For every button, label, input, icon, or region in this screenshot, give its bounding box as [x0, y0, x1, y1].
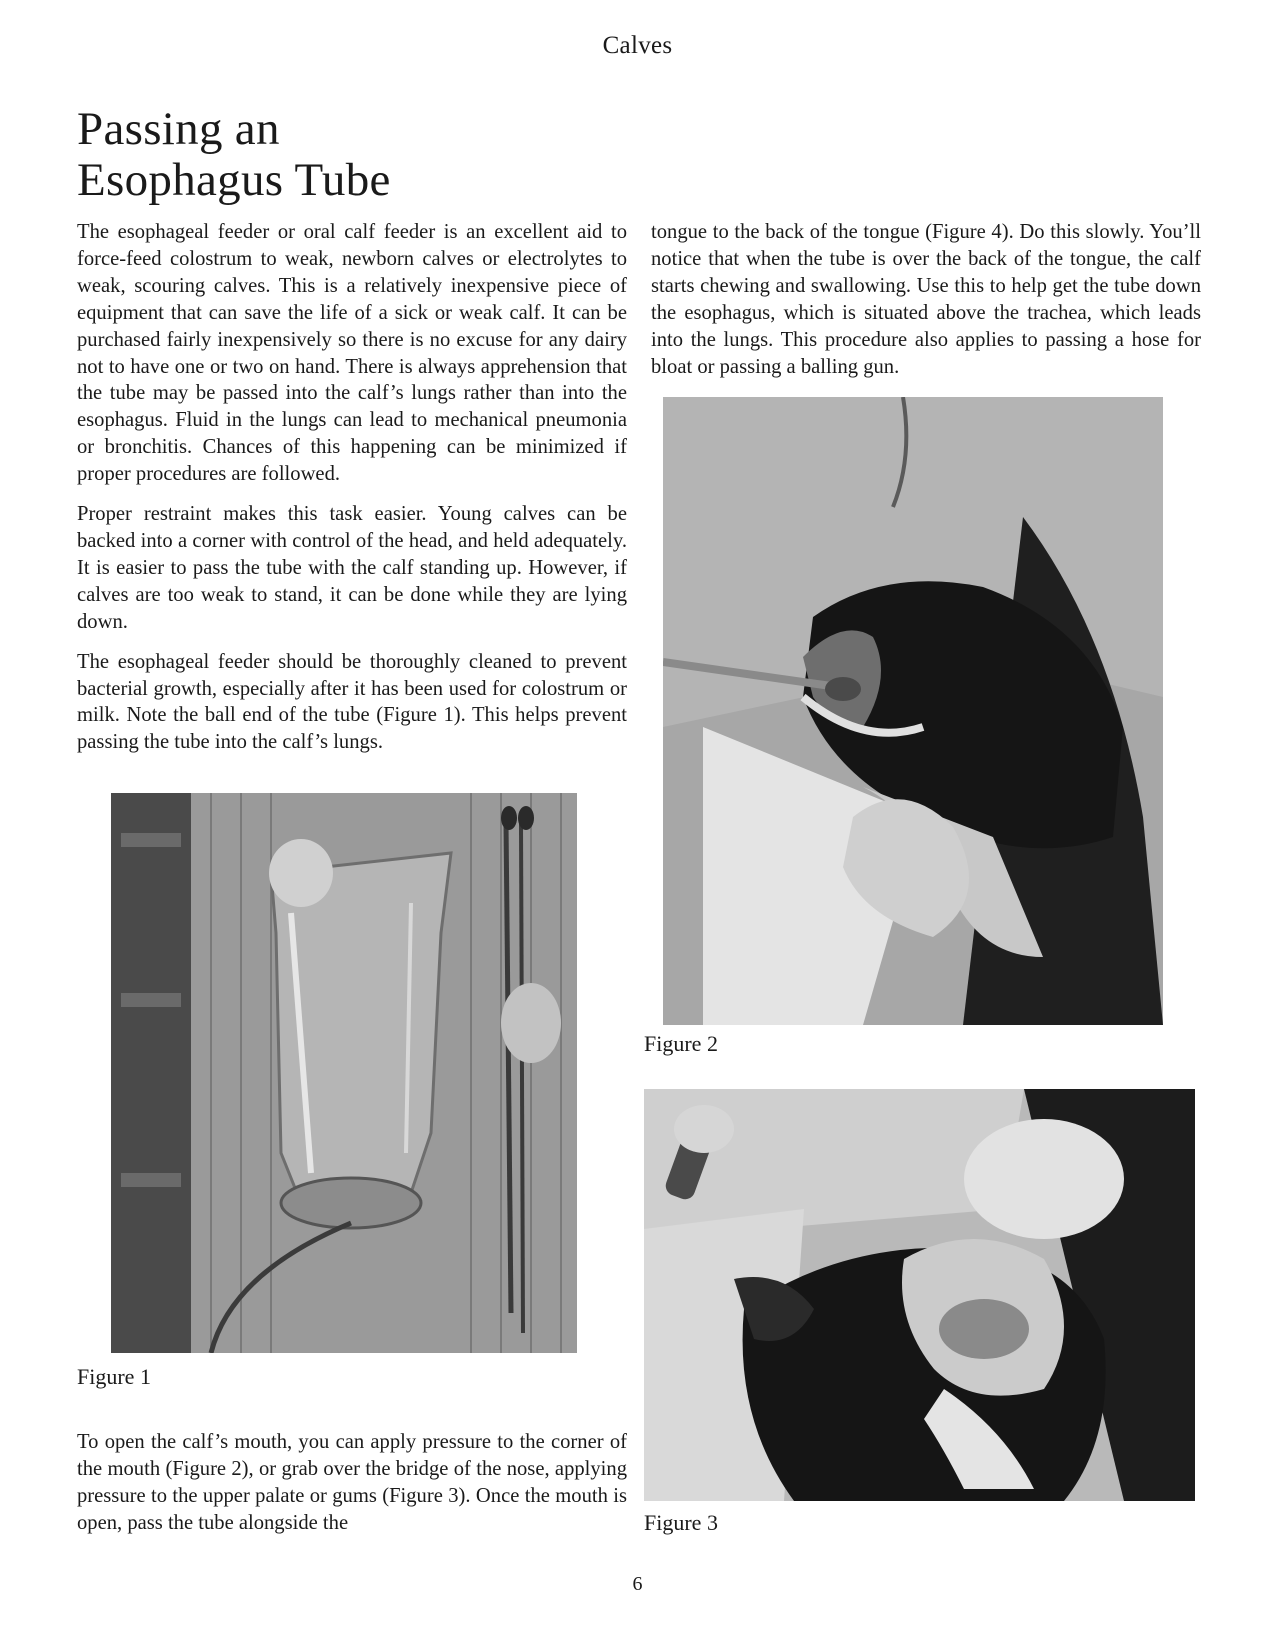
page-title	[77, 104, 617, 206]
left-column-bottom-text	[77, 1429, 627, 1550]
figure-3-caption: Figure 3	[644, 1510, 718, 1535]
running-head: Calves	[602, 32, 673, 59]
paragraph-cleaning: The esophageal feeder should be thoroughly cleaned to prevent bacterial growth, especially after it has been used for colostrum or milk. Note the ball end of the tube (Figure 1). This helps prevent passing the tube into the calf’s lungs.	[77, 650, 627, 754]
paragraph-intro: The esophageal feeder or oral calf feeder is an excellent aid to force-feed colostrum to weak, newborn calves or electrolytes to weak, scouring calves. This is a relatively inexpensive piece of equipment that can save the life of a sick or weak calf. It can be purchased fairly inexpensively so there is no excuse for any dairy not to have one or two on hand. There is always apprehension that the tube may be passed into the calf’s lungs rather than into the esophagus. Fluid in the lungs can lead to mechanical pneumonia or bronchitis. Chances of this happening can be minimized if proper procedures are followed.	[77, 221, 627, 486]
paragraph-open-mouth: To open the calf’s mouth, you can apply pressure to the corner of the mouth (Figure 2), or grab over the bridge of the nose, applying pressure to the upper palate or gums (Figure 3). Once the mouth is open, pass the tube alongside the	[77, 1431, 627, 1534]
figure-2-photo	[663, 397, 1163, 1025]
right-column-text	[651, 219, 1201, 393]
figure-1-caption: Figure 1	[77, 1364, 151, 1389]
figure-1-photo	[111, 793, 577, 1353]
paragraph-tongue: tongue to the back of the tongue (Figure 4). Do this slowly. You’ll notice that when the tube is over the back of the tongue, the calf starts chewing and swallowing. Use this to help get the tube down the esophagus, which is situated above the trachea, which leads into the lungs. This procedure also applies to passing a hose for bloat or passing a balling gun.	[651, 221, 1201, 378]
page-title-line1: Passing an	[77, 103, 280, 155]
paragraph-restraint: Proper restraint makes this task easier. Young calves can be backed into a corner with control of the head, and held adequately. It is easier to pass the tube with the calf standing up. However, if calves are too weak to stand, it can be done while they are lying down.	[77, 503, 627, 633]
left-column-text	[77, 219, 627, 769]
figure-3-photo	[644, 1089, 1195, 1501]
figure-2-caption: Figure 2	[644, 1031, 718, 1056]
page-title-line2: Esophagus Tube	[77, 154, 391, 206]
page-number: 6	[632, 1573, 643, 1595]
